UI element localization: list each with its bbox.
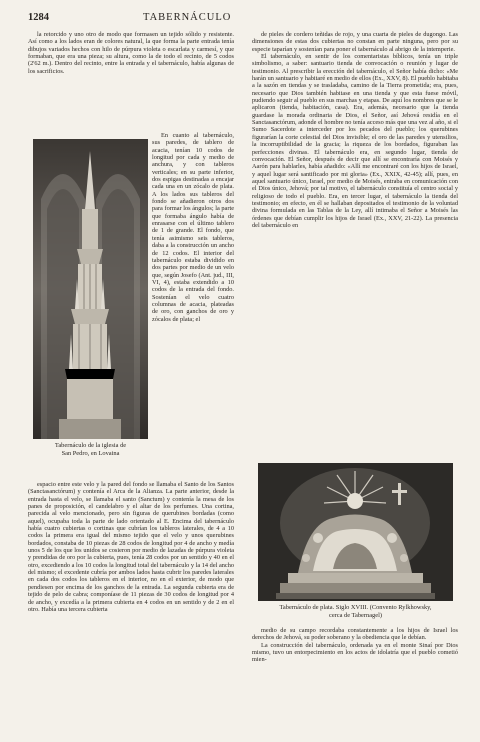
paragraph: El tabernáculo, en sentir de los comentaristas bíblicos, tenía un triple simbolismo, a saber: santuario tienda de convocación o reunión y lugar de testimonio. Al prescribir la erección del tabernáculo, el Señor había dicho: «Me harán un santuario y habitaré en medio de ellos (Ex., XXV, 8). El pueblo habitaba a la sazón en tiendas y se trasladaba, camino de la Tierra prometida; era, pues, necesario que Dios también habitase en una tienda y que esta fuese móvil, pudiendo seguir al pueblo en sus marchas y etapas. De aquí los nombres que se le aplicaron (tienda, habitación, casa). Era, además, necesario que la tienda guardase la morada ordinaria de Dios, el Señor, así Jehová residía en el Sanctasanctórum, adonde el hombre no tenía acceso más que una vez al año, si el Sumo Sacerdote a interceder por los pecados del pueblo; los querubines figurarían la corte celestial del Dios invisible; el oro de las paredes y utensilios, la incorruptibilidad de la gracia; la riqueza de los bordados, figuraban las perfecciones divinas. El tabernáculo era, en segundo lugar, tienda de convocación. El Señor, después de decir que allí se encontraría con Moisés y Aarón para hablarles, había añadido: «Allí me encontraré con los hijos de Israel, y aquel lugar será santificado por mi gloria» (Ex., XXIX, 42-45); allí, pues, en aquel santuario único, Israel, por medio de Moisés, entraba en comunicación con el Dios único, Jehová; por tal motivo, el tabernáculo constituía el centro social y religioso de todo el pueblo. Era, en tercer lugar, el tabernáculo la tienda del testimonio; en efecto, en él se hallaban depositados el testimonio de la voluntad divina formulada en las Tablas de la Ley, allí intimaba el Señor a Moisés las órdenes que debían cumplir los hijos de Israel (Ex., XXV, 21-22). La presencia del tabernáculo en	[252, 53, 458, 229]
figure-caption: Tabernáculo de plata. Siglo XVIII. (Convento Rylkhowsky, cerca de Tabernagel)	[279, 604, 432, 619]
paragraph: En cuanto al tabernáculo, sus paredes, de tablero de acacia, tenían 10 codos de longitud por cada y medio de anchura, y con tableros verticales; en su parte inferior, dos espigas destinadas a encajar cada una en un zócalo de plata. A los lados sus tableros del fondo se añadieron otros dos para formar los ángulos; la parte que formaba ángulo había de enrasarse con el último tablero de 1 de grande. El fondo, que tenía asimismo seis tableros, daba a la construcción un ancho de 12 codos. El interior del tabernáculo estaba dividido en dos partes por medio de un velo que, según Josefo (Ant. jud., III, VI, 4), estaba extendido a 10 codos de la entrada del fondo. Sostenían el velo cuatro columnas de acacia, plateadas de oro, con ganchos de oro y zócalos de plata; el	[152, 132, 234, 323]
page-number: 1284	[28, 12, 49, 23]
tabernacle-tower-illustration	[33, 139, 148, 439]
right-column-upper-text	[252, 31, 458, 459]
left-column-lower-text	[28, 481, 234, 726]
page-header	[28, 12, 460, 28]
paragraph: espacio entre este velo y la pared del fondo se llamaba el Santo de los Santos (Sanctasanctórum) y contenía el Arca de la Alianza. La parte anterior, desde la entrada hasta el velo, se llamaba el santo (Sanctum) y contenía la mesa de los panes de proposición, el candelabro y el altar de los perfumes. Una cortina, parecida al velo mencionado, pero sin figuras de querubines bordadas (como aquel), ocupaba toda la parte de lado orientado al E. Encima del tabernáculo había cuatro cubiertas o cortinas que cubrían los tableros laterales, de 4 a 10 codos la primera era igual del mismo tejido que el velo y unos querubines bordados, constaba de 10 piezas de 28 codos de longitud por 4 de ancho y medía unos 5 de los que los unidos se cosieron por medio de lazadas de púrpura violeta y prendidas de oro por la cubierta, pues, tenía 28 codos por un sentido y 40 en el otro, excediendo a los 10 codos la longitud total del tabernáculo y la 14 del ancho del mismo; el excedente cubría por ambos lados hasta cubrir los paredes laterales en cada dos codos los tableros en el interior, no en el exterior, de modo que pendiesen por encima de los ganchos de la entrada. La segunda cubierta era de tejido de pelo de cabra; componíase de 11 piezas de 30 codos de longitud por 4 de ancho, y excedía a la primera cubierta en 4 codos en un sentido y de 2 en el otro. Había una tercera cubierta	[28, 481, 234, 613]
figure-caption: Tabernáculo de la iglesia de San Pedro, en Lovaina	[54, 442, 127, 457]
left-column-side-text	[152, 132, 234, 480]
paragraph: La construcción del tabernáculo, ordenada ya en el monte Sinaí por Dios mismo, tuvo un entorpecimiento en los actos de idolatría que el pueblo cometió mien-	[252, 641, 458, 664]
figure-silver-tabernacle	[258, 463, 453, 620]
paragraph: medio de su campo recordaba constantemente a los hijos de Israel los derechos de Jehová, su poder soberano y la obediencia que le debían.	[252, 627, 458, 642]
paragraph: de pieles de cordero teñidas de rojo, y una cuarta de pieles de dugongo. Las dimensiones de estas dos cubiertas no constan en parte ninguna, pero por su especie taparían y sostenían para poner el tabernáculo al abrigo de la intemperie.	[252, 31, 458, 53]
silver-tabernacle-illustration	[258, 463, 453, 601]
right-column-lower-text	[252, 627, 458, 727]
left-column-upper-text	[28, 31, 234, 134]
paragraph: la retorcido y uno otro de modo que formasen un tejido sólido y resistente. Así como a los lados eran de colores natural, la que forma la parte entrada tenía dibujos variados hechos con hilo de púrpura violeta o escarlata y carmesí, y que formaban, que era una pieza; su altura, como la de todo el recinto, de 5 codos (2'62 m.). Dentro del recinto, entre la entrada y el tabernáculo, había algunas de los sacrificios.	[28, 31, 234, 75]
figure-tabernacle-louvain	[33, 139, 148, 458]
running-title: TABERNÁCULO	[143, 12, 232, 23]
